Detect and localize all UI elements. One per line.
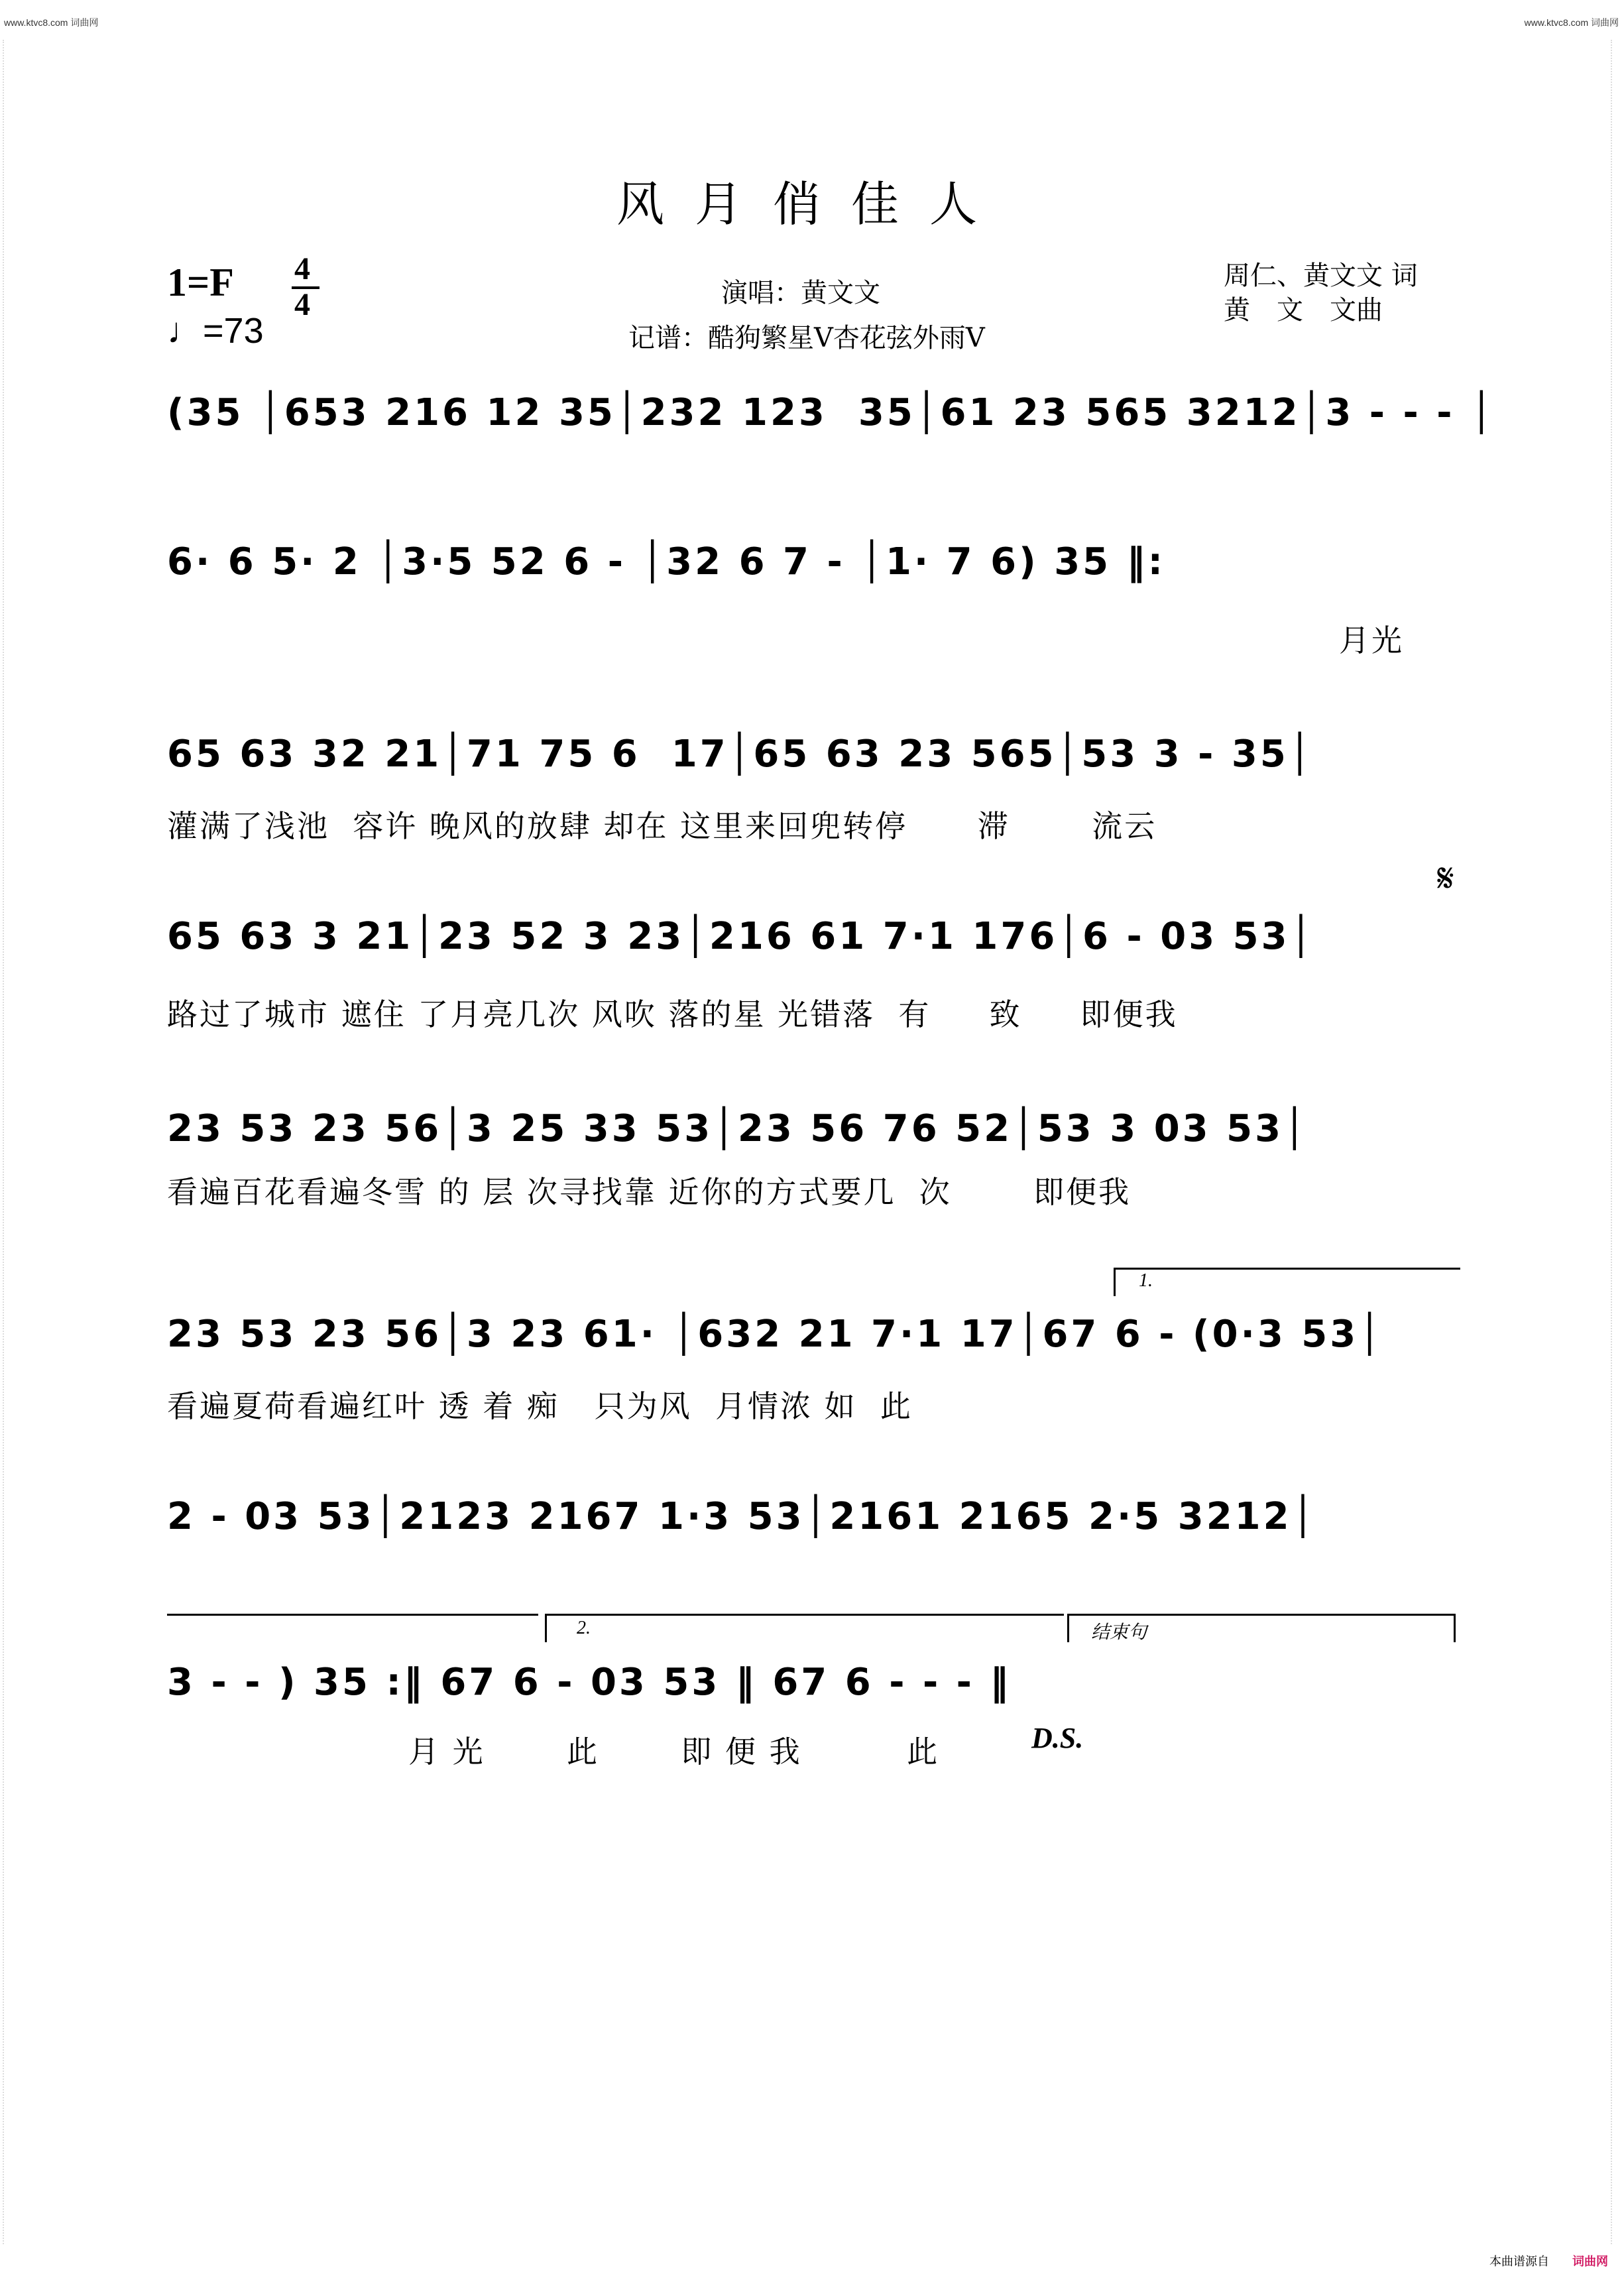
score-line-3: 65 63 32 21│71 75 6 17│65 63 23 565│53 3 - 35│ xyxy=(167,733,1314,776)
header-right xyxy=(1525,16,1619,29)
lyric-line-3: 灌满了浅池 容许 晚风的放肆 却在 这里来回兜转停 滞 流云 xyxy=(167,808,1157,844)
time-signature-top: 4 xyxy=(294,251,310,286)
score-line-7: 2 - 03 53│2123 2167 1·3 53│2161 2165 2·5 3212│ xyxy=(167,1495,1317,1538)
header-left xyxy=(4,16,98,29)
ds-marking: D.S. xyxy=(1031,1722,1084,1754)
footer-credit xyxy=(1489,2252,1608,2269)
tempo-marking: ♩=73 xyxy=(167,311,264,351)
lyric-line-6: 看遍夏荷看遍红叶 透 着 痴 只为风 月情浓 如 此 xyxy=(167,1388,913,1424)
composer: 黄 文 文曲 xyxy=(1224,295,1383,326)
score-line-5: 23 53 23 56│3 25 33 53│23 56 76 52│53 3 03 53│ xyxy=(167,1107,1308,1150)
footer-site: 词曲网 xyxy=(1572,2255,1608,2268)
lyric-line-8: 月 光 此 即 便 我 此 xyxy=(408,1734,940,1770)
key-signature: 1=F xyxy=(167,261,234,304)
transcriber: 记谱：酷狗繁星V杏花弦外雨V xyxy=(628,323,985,353)
repeat-continuation-line xyxy=(167,1614,538,1616)
volta-2-bracket xyxy=(545,1614,1064,1642)
footer-source: 本曲谱源自 xyxy=(1489,2255,1549,2268)
singer: 演唱：黄文文 xyxy=(721,278,880,308)
volta-1-bracket xyxy=(1114,1268,1460,1296)
score-line-4: 65 63 3 21│23 52 3 23│216 61 7·1 176│6 - 03 53│ xyxy=(167,915,1315,958)
score-line-6: 23 53 23 56│3 23 61· │632 21 7·1 17│67 6 - (0·3 53│ xyxy=(167,1313,1383,1356)
left-margin-strip xyxy=(3,40,13,2244)
header-left-url: www.ktvc8.com xyxy=(4,17,68,28)
right-margin-strip xyxy=(1611,40,1621,2244)
lyric-line-4: 路过了城市 遮住 了月亮几次 风吹 落的星 光错落 有 致 即便我 xyxy=(167,996,1178,1032)
score-line-8: 3 - - ) 35 :‖ 67 6 - 03 53 ‖ 67 6 - - - ‖ xyxy=(167,1661,1012,1704)
time-signature-bottom: 4 xyxy=(294,287,310,322)
score-line-1: (35 │653 216 12 35│232 123 35│61 23 565 3212│3 - - - │ xyxy=(167,391,1495,434)
segno-sign: 𝄋 xyxy=(1437,855,1454,902)
lyric-line-2: 月光 xyxy=(1339,623,1404,658)
header-right-site: 词曲网 xyxy=(1591,17,1619,28)
header-right-url: www.ktvc8.com xyxy=(1524,17,1589,28)
volta-1-label: 1. xyxy=(1139,1270,1153,1291)
header-left-site: 词曲网 xyxy=(70,17,99,28)
lyricist: 周仁、黄文文 词 xyxy=(1224,261,1418,291)
score-line-2: 6· 6 5· 2 │3·5 52 6 - │32 6 7 - │1· 7 6) 35 ‖: xyxy=(167,540,1166,583)
song-title: 风月俏佳人 xyxy=(616,176,1008,232)
lyric-line-5: 看遍百花看遍冬雪 的 层 次寻找靠 近你的方式要几 次 即便我 xyxy=(167,1174,1131,1210)
ending-label: 结束句 xyxy=(1091,1622,1147,1643)
volta-2-label: 2. xyxy=(577,1618,591,1638)
